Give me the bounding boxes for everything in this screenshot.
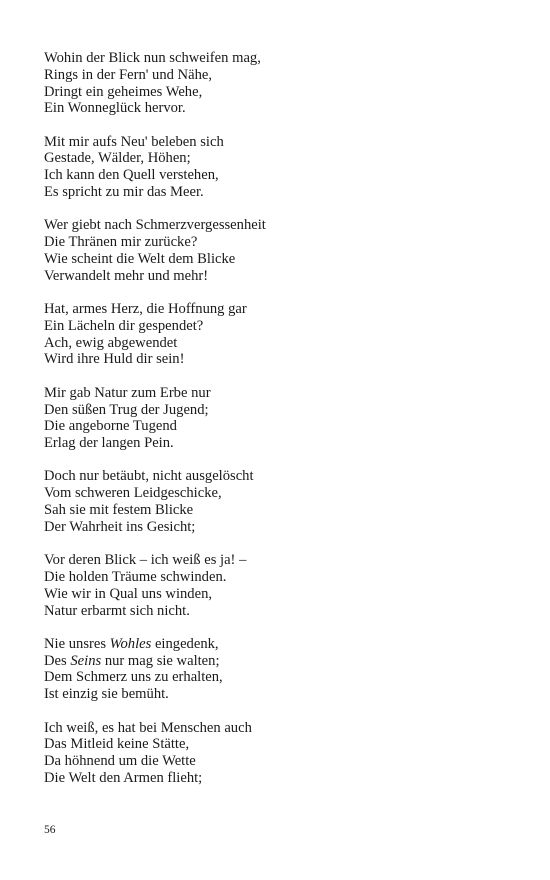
poem-line bbox=[44, 134, 504, 151]
line-text: Ach, ewig abgewendet bbox=[44, 334, 178, 351]
poem-line bbox=[44, 552, 504, 569]
poem-line bbox=[44, 418, 504, 435]
line-text: Der Wahrheit ins Gesicht; bbox=[44, 518, 196, 535]
line-text: Die angeborne Tugend bbox=[44, 418, 177, 435]
line-text: Ein Lächeln dir gespendet? bbox=[44, 317, 204, 334]
poem-line bbox=[44, 335, 504, 352]
italic-word: Seins bbox=[70, 652, 102, 669]
line-text: Erlag der langen Pein. bbox=[44, 435, 174, 452]
poem-line bbox=[44, 217, 504, 234]
line-text: Wie scheint die Welt dem Blicke bbox=[44, 250, 236, 267]
poem-line bbox=[44, 720, 504, 737]
poem-line bbox=[44, 502, 504, 519]
line-text: Vor deren Blick – ich weiß es ja! – bbox=[44, 552, 247, 569]
line-text: Die Thränen mir zurücke? bbox=[44, 234, 198, 251]
poem-line bbox=[44, 234, 504, 251]
poem-line bbox=[44, 603, 504, 620]
line-text: Den süßen Trug der Jugend; bbox=[44, 401, 209, 418]
line-text: Das Mitleid keine Stätte, bbox=[44, 736, 190, 753]
line-text: Dringt ein geheimes Wehe, bbox=[44, 83, 203, 100]
stanza bbox=[44, 301, 504, 368]
stanza bbox=[44, 134, 504, 201]
line-text: Sah sie mit festem Blicke bbox=[44, 502, 194, 519]
line-text: Doch nur betäubt, nicht ausgelöscht bbox=[44, 468, 254, 485]
poem-line bbox=[44, 402, 504, 419]
stanza bbox=[44, 385, 504, 452]
line-text: Die holden Träume schwinden. bbox=[44, 568, 227, 585]
poem-line bbox=[44, 653, 504, 670]
line-text: eingedenk, bbox=[151, 635, 219, 652]
poem-line bbox=[44, 468, 504, 485]
poem-line bbox=[44, 184, 504, 201]
line-text: Wohin der Blick nun schweifen mag, bbox=[44, 50, 261, 66]
line-text: Ich kann den Quell verstehen, bbox=[44, 167, 219, 184]
poem-line bbox=[44, 50, 504, 67]
line-text: Dem Schmerz uns zu erhalten, bbox=[44, 669, 223, 686]
poem-line bbox=[44, 485, 504, 502]
poem-line bbox=[44, 669, 504, 686]
line-text: Wer giebt nach Schmerzvergessenheit bbox=[44, 217, 266, 234]
poem-line bbox=[44, 351, 504, 368]
line-text: Natur erbarmt sich nicht. bbox=[44, 602, 190, 619]
stanza bbox=[44, 217, 504, 284]
poem-line bbox=[44, 586, 504, 603]
poem-line bbox=[44, 268, 504, 285]
line-text: Die Welt den Armen flieht; bbox=[44, 769, 203, 786]
line-text: Es spricht zu mir das Meer. bbox=[44, 184, 204, 201]
line-text: Vom schweren Leidgeschicke, bbox=[44, 485, 222, 502]
stanza bbox=[44, 720, 504, 787]
poem-line bbox=[44, 385, 504, 402]
line-text: Hat, armes Herz, die Hoffnung gar bbox=[44, 301, 247, 318]
poem-line bbox=[44, 770, 504, 787]
poem-line bbox=[44, 150, 504, 167]
line-text: Nie unsres bbox=[44, 635, 110, 652]
line-text: Ein Wonneglück hervor. bbox=[44, 100, 186, 117]
poem-line bbox=[44, 569, 504, 586]
line-text: Mir gab Natur zum Erbe nur bbox=[44, 384, 211, 401]
poem-line bbox=[44, 67, 504, 84]
poem-line bbox=[44, 318, 504, 335]
line-text: Ich weiß, es hat bei Menschen auch bbox=[44, 719, 252, 736]
stanza bbox=[44, 636, 504, 703]
line-text: Ist einzig sie bemüht. bbox=[44, 686, 169, 703]
poem-line bbox=[44, 435, 504, 452]
poem-line bbox=[44, 301, 504, 318]
poem-line bbox=[44, 636, 504, 653]
poem-line bbox=[44, 686, 504, 703]
line-text: Des bbox=[44, 652, 71, 669]
poem-line bbox=[44, 251, 504, 268]
poem-line bbox=[44, 167, 504, 184]
poem-text bbox=[44, 50, 504, 803]
stanza bbox=[44, 552, 504, 619]
stanza bbox=[44, 50, 504, 117]
stanza bbox=[44, 468, 504, 535]
poem-line bbox=[44, 736, 504, 753]
italic-word: Wohles bbox=[109, 635, 152, 652]
page-number: 56 bbox=[44, 824, 56, 836]
poem-line bbox=[44, 84, 504, 101]
line-text: Mit mir aufs Neu' beleben sich bbox=[44, 133, 224, 150]
line-text: Verwandelt mehr und mehr! bbox=[44, 267, 209, 284]
poem-line bbox=[44, 753, 504, 770]
line-text: Da höhnend um die Wette bbox=[44, 753, 196, 770]
poem-line bbox=[44, 100, 504, 117]
line-text: Rings in der Fern' und Nähe, bbox=[44, 66, 212, 83]
line-text: Wird ihre Huld dir sein! bbox=[44, 351, 185, 368]
poem-line bbox=[44, 519, 504, 536]
line-text: Wie wir in Qual uns winden, bbox=[44, 585, 213, 602]
line-text: Gestade, Wälder, Höhen; bbox=[44, 150, 191, 167]
line-text: nur mag sie walten; bbox=[101, 652, 220, 669]
